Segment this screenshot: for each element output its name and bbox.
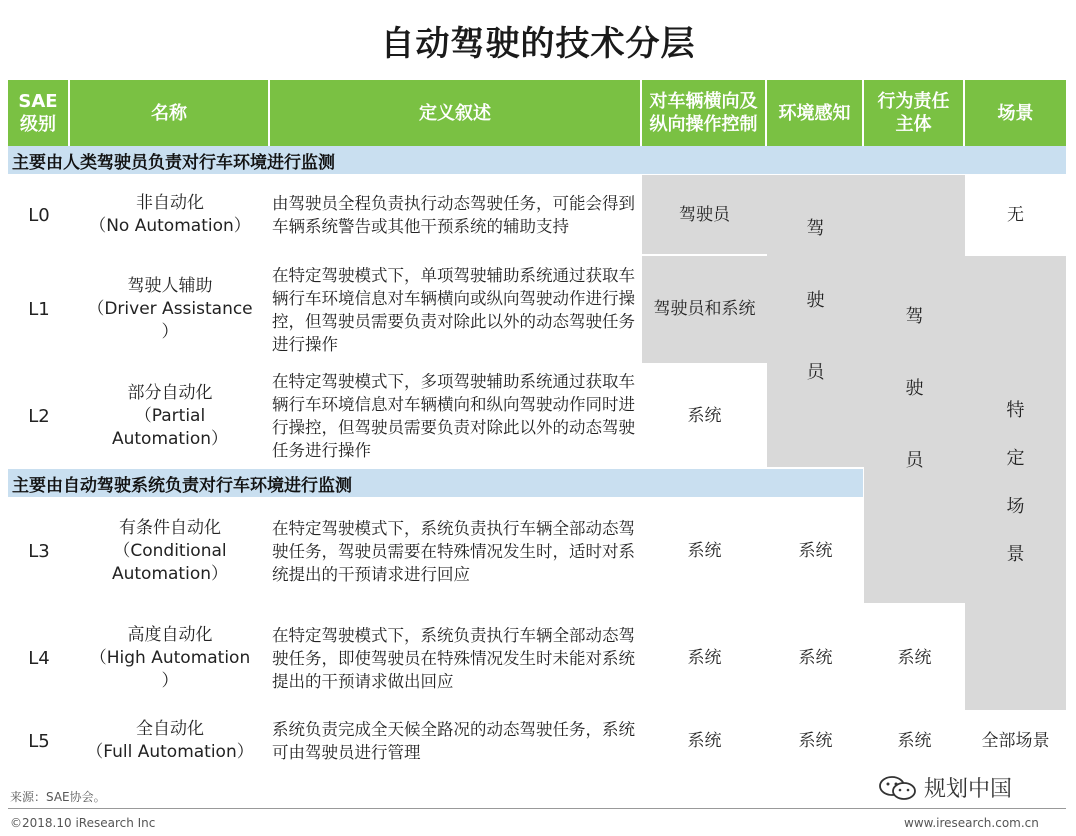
header-perception: 环境感知	[767, 80, 864, 146]
row-name: 驾驶人辅助 （Driver Assistance ）	[87, 276, 253, 342]
responsibility-driver-char: 驾	[905, 306, 924, 327]
scenario-specific-block	[965, 256, 1066, 710]
wechat-icon	[878, 775, 918, 801]
row-level: L1	[28, 299, 50, 320]
watermark	[878, 772, 1012, 803]
scenario-specific-char: 特	[1006, 400, 1025, 421]
row-name: 有条件自动化 （Conditional Automation）	[111, 517, 228, 584]
row-definition: 在特定驾驶模式下，单项驾驶辅助系统通过获取车辆行车环境信息对车辆横向或纵向驾驶动作进行操控，但驾驶员需要负责对除此以外的动态驾驶任务进行操作	[272, 265, 635, 354]
row-control: 系统	[687, 405, 722, 426]
row-name: 部分自动化 （Partial Automation）	[111, 382, 228, 449]
row-perception: 系统	[798, 647, 833, 668]
perception-driver-char: 驶	[806, 290, 825, 311]
header-name: 名称	[70, 80, 270, 146]
header-responsibility: 行为责任 主体	[864, 80, 965, 146]
header-sae-level: SAE 级别	[8, 80, 70, 146]
row-name: 高度自动化 （High Automation ）	[89, 624, 251, 691]
row-level: L4	[28, 647, 50, 669]
row-control: 驾驶员和系统	[653, 299, 756, 319]
row-level: L0	[28, 204, 50, 226]
row-definition: 系统负责完成全天候全路况的动态驾驶任务，系统可由驾驶员进行管理	[272, 720, 635, 762]
header-scenario: 场景	[965, 80, 1066, 146]
row-scenario: 无	[1007, 204, 1024, 225]
responsibility-driver-block	[864, 175, 965, 603]
row-responsibility: 系统	[897, 730, 932, 751]
row-level: L2	[28, 405, 50, 427]
row-definition: 由驾驶员全程负责执行动态驾驶任务，可能会得到车辆系统警告或其他干预系统的辅助支持	[272, 194, 635, 236]
perception-driver-block	[767, 175, 864, 467]
scenario-specific-char: 景	[1006, 544, 1025, 565]
row-perception: 系统	[798, 730, 833, 751]
perception-driver-char: 员	[806, 362, 825, 383]
row-control: 系统	[687, 730, 722, 751]
section-system-monitoring: 主要由自动驾驶系统负责对行车环境进行监测	[8, 469, 863, 497]
perception-driver-char: 驾	[806, 218, 825, 239]
header-control: 对车辆横向及 纵向操作控制	[642, 80, 767, 146]
scenario-specific-char: 场	[1006, 496, 1025, 517]
responsibility-driver-char: 驶	[905, 378, 924, 399]
row-definition: 在特定驾驶模式下，多项驾驶辅助系统通过获取车辆行车环境信息对车辆横向和纵向驾驶动作同时进行操控，但驾驶员需要负责对除此以外的动态驾驶任务进行操作	[272, 372, 635, 460]
row-level: L5	[28, 730, 50, 752]
page-title: 自动驾驶的技术分层	[380, 23, 696, 64]
source-note: 来源：SAE协会。	[10, 790, 106, 804]
row-definition: 在特定驾驶模式下，系统负责执行车辆全部动态驾驶任务，驾驶员需要在特殊情况发生时，适时对系统提出的干预请求进行回应	[272, 518, 635, 584]
row-perception: 系统	[798, 540, 833, 561]
row-level: L3	[28, 540, 50, 562]
responsibility-driver-char: 员	[905, 450, 924, 471]
row-control: 系统	[687, 540, 722, 561]
row-name: 非自动化 （No Automation）	[89, 193, 251, 236]
row-control: 驾驶员	[679, 204, 730, 225]
row-name: 全自动化 （Full Automation）	[86, 719, 254, 762]
footer-divider	[8, 808, 1066, 809]
website-url: www.iresearch.com.cn	[904, 816, 1039, 830]
row-scenario: 全部场景	[981, 730, 1050, 751]
row-responsibility: 系统	[897, 647, 932, 668]
copyright: ©2018.10 iResearch Inc	[10, 816, 156, 830]
row-control: 系统	[687, 647, 722, 668]
section-human-monitoring: 主要由人类驾驶员负责对行车环境进行监测	[8, 146, 1066, 174]
scenario-specific-char: 定	[1006, 448, 1025, 469]
row-definition: 在特定驾驶模式下，系统负责执行车辆全部动态驾驶任务，即使驾驶员在特殊情况发生时未能对系统提出的干预请求做出回应	[272, 625, 635, 691]
watermark-text: 规划中国	[924, 777, 1013, 802]
header-definition: 定义叙述	[270, 80, 642, 146]
